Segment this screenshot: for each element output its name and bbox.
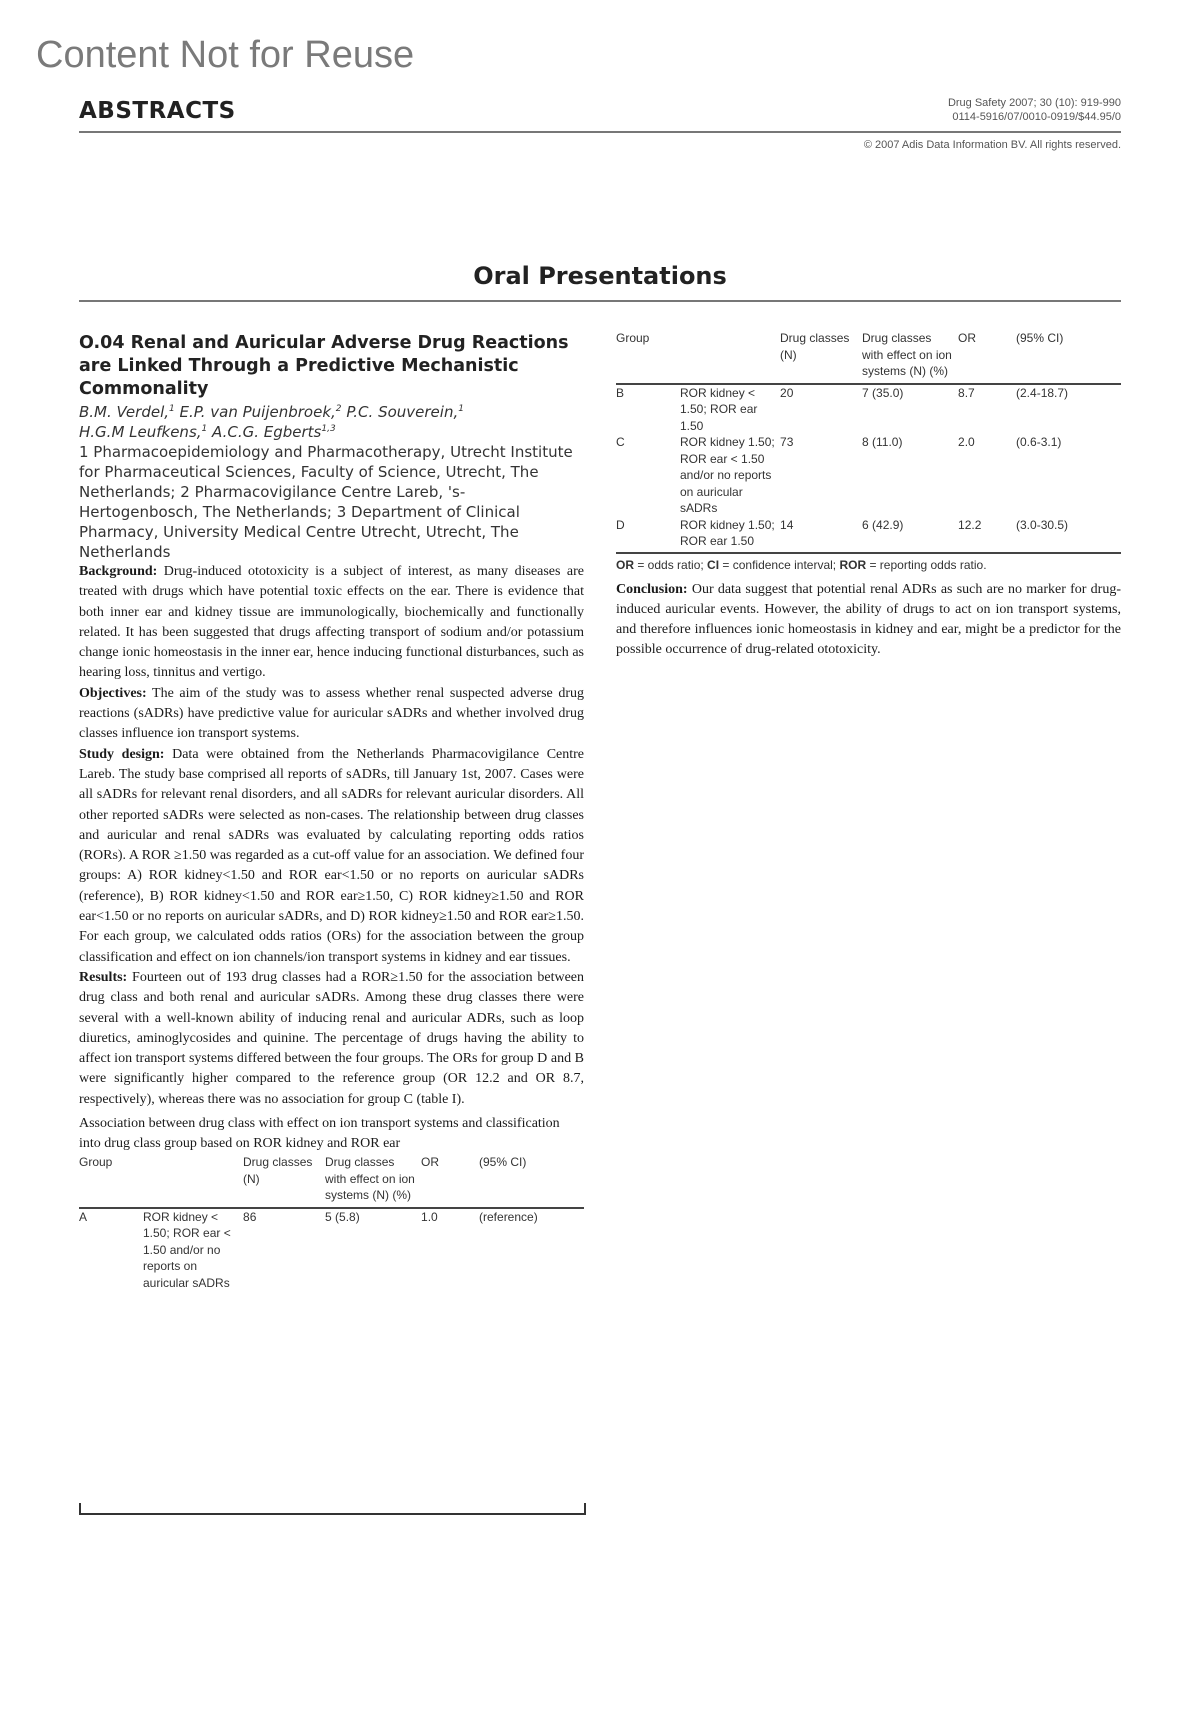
author: P.C. Souverein, bbox=[346, 403, 459, 421]
footnote-or-text: = odds ratio; bbox=[634, 557, 708, 572]
table-row bbox=[616, 434, 1121, 517]
table-header-row bbox=[79, 1154, 584, 1208]
results-paragraph bbox=[79, 968, 584, 1110]
footnote-ci-abbr: CI bbox=[707, 557, 720, 572]
objectives-text: The aim of the study was to assess whether renal suspected adverse drug reactions (sADRs) have predictive value for auricular sADRs and whether involved drug classes influence ion transport systems. bbox=[79, 685, 584, 742]
author-affil-sup: 2 bbox=[335, 404, 342, 414]
cell-description: ROR kidney 1.50; ROR ear 1.50 bbox=[680, 517, 775, 548]
conclusion-label: Conclusion: bbox=[616, 581, 688, 597]
header-group: Group bbox=[616, 330, 780, 384]
results-table-part-1 bbox=[79, 1154, 584, 1291]
copyright: © 2007 Adis Data Information BV. All rights reserved. bbox=[863, 139, 1121, 151]
cell-drug-classes: 20 bbox=[780, 385, 794, 400]
author-affil-sup: 1 bbox=[201, 424, 208, 434]
cell-drug-classes: 86 bbox=[243, 1209, 257, 1224]
author: B.M. Verdel, bbox=[79, 403, 169, 421]
footnote-ci-text: = confidence interval; bbox=[719, 557, 840, 572]
cell-description: ROR kidney < 1.50; ROR ear 1.50 bbox=[680, 385, 758, 433]
background-paragraph bbox=[79, 562, 584, 684]
section-heading: Oral Presentations bbox=[473, 262, 727, 290]
footnote-ror-text: = reporting odds ratio. bbox=[866, 557, 987, 572]
table-footnote bbox=[616, 552, 1121, 572]
affiliations: 1 Pharmacoepidemiology and Pharmacotherapy, Utrecht Institute for Pharmaceutical Sciences, Faculty of Science, Utrecht, The Netherlands; 2 Pharmacovigilance Centre Lareb, 's-Hertogenbosch, The Netherlands; 3 Department of Clinical Pharmacy, University Medical Centre Utrecht, Utrecht, The Netherlands bbox=[79, 443, 573, 561]
header-drug-classes: Drug classes (N) bbox=[243, 1154, 325, 1208]
cell-or: 1.0 bbox=[421, 1209, 438, 1224]
author-affil-sup: 1 bbox=[458, 404, 464, 414]
cell-description: ROR kidney < 1.50; ROR ear < 1.50 and/or no reports on auricular sADRs bbox=[143, 1209, 231, 1290]
background-label: Background: bbox=[79, 564, 158, 579]
table-caption: Association between drug class with effect on ion transport systems and classification into drug class group based on ROR kidney and ROR ear bbox=[79, 1116, 560, 1152]
header-or: OR bbox=[421, 1154, 479, 1208]
header-ci: (95% CI) bbox=[1016, 330, 1121, 384]
cell-group: A bbox=[79, 1209, 88, 1224]
journal-header bbox=[79, 96, 1121, 124]
cell-effect: 5 (5.8) bbox=[325, 1209, 360, 1224]
cell-ci: (3.0-30.5) bbox=[1016, 517, 1069, 532]
author-affil-sup: 1,3 bbox=[321, 424, 336, 434]
cell-effect: 6 (42.9) bbox=[862, 517, 904, 532]
background-text: Drug-induced ototoxicity is a subject of interest, as many diseases are treated with drugs which have potential toxic effects on the ear. There is evidence that both inner ear and kidney tissue are immunologically, biochemically and functionally related. It has been suggested that drugs affecting transport of sodium and/or potassium change ionic homeostasis in the inner ear, hence inducing functional disturbances, such as hearing loss, tinnitus and vertigo. bbox=[79, 564, 584, 681]
objectives-paragraph bbox=[79, 684, 584, 745]
column-end-bracket bbox=[79, 1503, 586, 1515]
conclusion-paragraph bbox=[616, 580, 1121, 661]
header-effect: Drug classes with effect on ion systems (N) (%) bbox=[325, 1154, 421, 1208]
table-row bbox=[616, 517, 1121, 550]
cell-drug-classes: 14 bbox=[780, 517, 794, 532]
table-header-row bbox=[616, 330, 1121, 384]
cell-ci: (2.4-18.7) bbox=[1016, 385, 1069, 400]
cell-ci: (reference) bbox=[479, 1209, 538, 1224]
cell-effect: 8 (11.0) bbox=[862, 435, 903, 449]
cell-or: 12.2 bbox=[958, 517, 982, 532]
header-effect: Drug classes with effect on ion systems (N) (%) bbox=[862, 330, 958, 384]
left-column bbox=[79, 332, 584, 1291]
results-text: Fourteen out of 193 drug classes had a ROR≥1.50 for the association between drug class and both renal and auricular sADRs. Among these drug classes there were several with a well-known ability of inducing renal and auricular ADRs, such as loop diuretics, aminoglycosides and quinine. The percentage of drugs having the ability to affect ion transport systems differed between the four groups. The ORs for group D and B were significantly higher compared to the reference group (OR 12.2 and OR 8.7, respectively), whereas there was no association for group C (table I). bbox=[79, 969, 585, 1107]
design-text: Data were obtained from the Netherlands Pharmacovigilance Centre Lareb. The study base comprised all reports of sADRs, till January 1st, 2007. Cases were all sADRs for relevant renal disorders, and all sADRs for relevant auricular disorders. All other reported sADRs were selected as non-cases. The relationship between drug classes and auricular and renal sADRs was evaluated by calculating reporting odds ratios (RORs). A ROR ≥1.50 was regarded as a cut-off value for an association. We defined four groups: A) ROR kidney<1.50 and ROR ear<1.50 or no reports on auricular sADRs (reference), B) ROR kidney<1.50 and ROR ear≥1.50, C) ROR kidney≥1.50 and ROR ear<1.50 or no reports on auricular sADRs, and D) ROR kidney≥1.50 and ROR ear≥1.50. For each group, we calculated odds ratios (ORs) for the association between the group classification and effect on ion channels/ion transport systems in kidney and ear tissues. bbox=[79, 746, 585, 965]
design-paragraph bbox=[79, 745, 584, 968]
results-table-part-2 bbox=[616, 330, 1121, 550]
conclusion-text: Our data suggest that potential renal ADRs as such are no marker for drug-induced auricular events. However, the ability of drugs to act on ion transport systems, and therefore influences ionic homeostasis in kidney and ear, might be a predictor for the possible occurrence of drug-related ototoxicity. bbox=[616, 581, 1121, 658]
footnote-or-abbr: OR bbox=[616, 557, 634, 572]
footnote-ror-abbr: ROR bbox=[839, 557, 867, 572]
citation bbox=[948, 96, 1121, 124]
watermark: Content Not for Reuse bbox=[36, 34, 415, 76]
header-or: OR bbox=[958, 330, 1016, 384]
header-group: Group bbox=[79, 1154, 243, 1208]
header-rule bbox=[79, 131, 1121, 133]
author-affil-sup: 1 bbox=[169, 404, 175, 414]
table-row bbox=[79, 1208, 584, 1292]
objectives-label: Objectives: bbox=[79, 685, 147, 701]
heading-rule bbox=[79, 300, 1121, 302]
right-column bbox=[616, 330, 1121, 661]
author: E.P. van Puijenbroek, bbox=[179, 403, 336, 421]
table-row bbox=[616, 384, 1121, 435]
author-list bbox=[79, 402, 584, 442]
author: A.C.G. Egberts bbox=[212, 423, 322, 441]
cell-ci: (0.6-3.1) bbox=[1016, 435, 1062, 449]
header-drug-classes: Drug classes (N) bbox=[780, 330, 862, 384]
cell-or: 2.0 bbox=[958, 435, 975, 449]
author: H.G.M Leufkens, bbox=[79, 423, 202, 441]
cell-drug-classes: 73 bbox=[780, 435, 794, 449]
cell-group: D bbox=[616, 517, 625, 532]
header-ci: (95% CI) bbox=[479, 1154, 584, 1208]
abstract-title: O.04 Renal and Auricular Adverse Drug Reactions are Linked Through a Predictive Mechanistic Commonality bbox=[79, 333, 569, 399]
citation-line-1: Drug Safety 2007; 30 (10): 919-990 bbox=[947, 97, 1121, 109]
citation-line-2: 0114-5916/07/0010-0919/$44.95/0 bbox=[952, 111, 1121, 123]
cell-group: B bbox=[616, 385, 625, 400]
cell-group: C bbox=[616, 435, 625, 449]
section-label: ABSTRACTS bbox=[79, 98, 236, 124]
design-label: Study design: bbox=[79, 746, 165, 762]
cell-effect: 7 (35.0) bbox=[862, 385, 904, 400]
cell-description: ROR kidney 1.50; ROR ear < 1.50 and/or no reports on auricular sADRs bbox=[680, 435, 775, 515]
results-label: Results: bbox=[79, 969, 128, 985]
cell-or: 8.7 bbox=[958, 385, 975, 400]
